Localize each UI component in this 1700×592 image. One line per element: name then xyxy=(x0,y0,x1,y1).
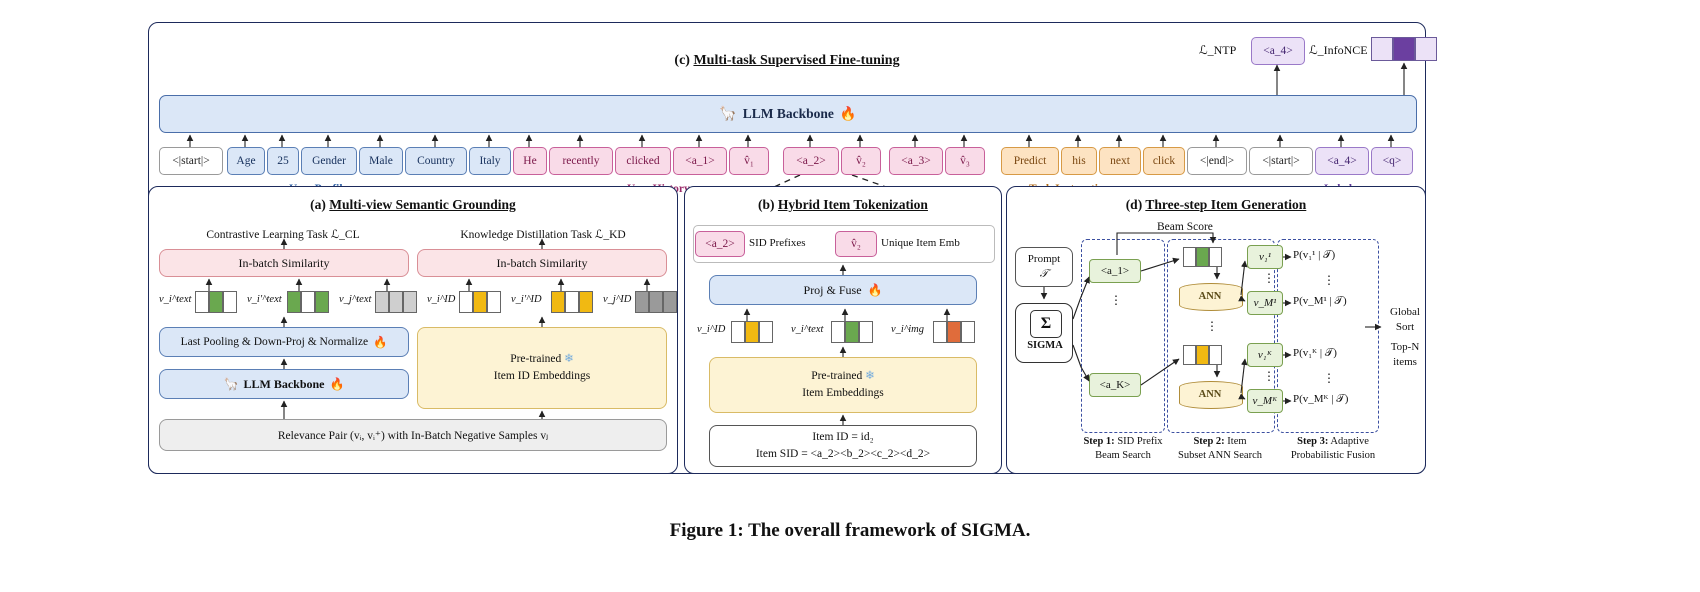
step2-vdots: ⋮ xyxy=(1206,319,1218,333)
prob-vdots-2: ⋮ xyxy=(1323,371,1335,385)
token-0: <|start|> xyxy=(159,147,223,175)
panel-c-title-prefix: (c) xyxy=(674,53,694,68)
token-8: recently xyxy=(549,147,613,175)
token-14: <a_3> xyxy=(889,147,943,175)
step1-bold: Step 1: xyxy=(1083,436,1115,447)
item-v1K: v₁ᴷ xyxy=(1247,343,1283,367)
ann-label-1: ANN xyxy=(1198,290,1222,302)
pretrained-b-l2: Item Embeddings xyxy=(802,387,884,399)
panel-a xyxy=(148,186,678,474)
token-20: <|end|> xyxy=(1187,147,1247,175)
prob-4: P(v_Mᴷ | 𝒯) xyxy=(1293,393,1349,405)
task-kd-label: Knowledge Distillation Task ℒ_KD xyxy=(460,229,626,241)
token-12: <a_2> xyxy=(783,147,839,175)
prob-3: P(v₁ᴷ | 𝒯) xyxy=(1293,347,1337,359)
token-2: 25 xyxy=(267,147,299,175)
pretrained-id-l2: Item ID Embeddings xyxy=(493,370,591,382)
vec-label-2: v_j^text xyxy=(339,294,372,305)
panel-a-title-text: Multi-view Semantic Grounding xyxy=(329,197,516,212)
pooling-label: Last Pooling & Down-Proj & Normalize xyxy=(180,336,369,348)
fire-icon: 🔥 xyxy=(373,337,388,349)
snowflake-icon: ❄ xyxy=(564,352,574,365)
label-token-a4: <a_4> xyxy=(1251,37,1305,65)
token-11: v̂₁ xyxy=(729,147,769,175)
token-7: He xyxy=(513,147,547,175)
global-l2: Sort xyxy=(1395,320,1415,333)
panel-b xyxy=(684,186,1002,474)
inbatch-similarity-right: In-batch Similarity xyxy=(417,249,667,277)
item-sid-line: Item SID = <a_2><b_2><c_2><d_2> xyxy=(755,448,931,460)
panel-a-title-prefix: (a) xyxy=(310,197,330,212)
step1-rest: SID Prefix xyxy=(1114,436,1163,447)
llm-backbone-a-label: LLM Backbone xyxy=(243,376,325,391)
step1-line2: Beam Search xyxy=(1095,450,1151,462)
token-22: <a_4> xyxy=(1315,147,1369,175)
prompt-l1: Prompt xyxy=(1027,252,1061,265)
token-sequence xyxy=(159,147,1415,173)
loss-infonce-label: ℒ_InfoNCE xyxy=(1309,43,1368,57)
prob-vdots-1: ⋮ xyxy=(1323,273,1335,287)
pretrained-id-l1: Pre-trained ❄ xyxy=(510,352,574,365)
global-l1: Global xyxy=(1390,306,1420,318)
loss-ntp-label: ℒ_NTP xyxy=(1199,43,1237,57)
token-15: v̂₃ xyxy=(945,147,985,175)
panel-c-title-text: Multi-task Supervised Fine-tuning xyxy=(693,53,900,68)
prompt-l2: 𝒯 xyxy=(1039,268,1049,280)
llm-icon: 🦙 xyxy=(719,106,737,122)
step3-bold: Step 3: xyxy=(1297,436,1329,447)
panel-d-title-prefix: (d) xyxy=(1125,197,1146,212)
relevance-pair-block: Relevance Pair (vᵢ, vᵢ⁺) with In-Batch Negative Samples vⱼ xyxy=(159,419,667,451)
panel-a-arrows xyxy=(149,187,677,473)
step2-bold: Step 2: xyxy=(1193,436,1225,447)
fire-icon: 🔥 xyxy=(867,282,883,297)
token-21: <|start|> xyxy=(1249,147,1313,175)
vec-label-4: v_i'^ID xyxy=(511,294,542,305)
sigma-label: SIGMA xyxy=(1027,340,1063,351)
item-id-line: Item ID = id₂ xyxy=(812,430,874,443)
vec-label-3: v_i^ID xyxy=(427,294,456,305)
token-13: v̂₂ xyxy=(841,147,881,175)
fire-icon: 🔥 xyxy=(329,376,345,391)
prob-2: P(v_M¹ | 𝒯) xyxy=(1293,295,1347,307)
panel-b-title-prefix: (b) xyxy=(758,197,778,212)
legend-sid-label: SID Prefixes xyxy=(749,237,806,249)
vec-label-1: v_i'^text xyxy=(247,294,282,305)
token-19: click xyxy=(1143,147,1185,175)
item-vM1: v_M¹ xyxy=(1247,291,1283,315)
vec-label-0: v_i^text xyxy=(159,294,192,305)
llm-backbone-c-label: LLM Backbone xyxy=(742,106,834,121)
vec-label-5: v_j^ID xyxy=(603,294,632,305)
pretrained-b-l1: Pre-trained ❄ xyxy=(811,369,875,382)
prob-1: P(v₁¹ | 𝒯) xyxy=(1293,249,1336,261)
sigma-glyph: Σ xyxy=(1030,310,1062,338)
token-5: Country xyxy=(405,147,467,175)
llm-icon: 🦙 xyxy=(223,376,239,391)
proj-fuse-label: Proj & Fuse xyxy=(803,282,862,297)
sid-token-a1: <a_1> xyxy=(1089,259,1141,283)
step2-line2: Subset ANN Search xyxy=(1178,450,1262,462)
step3-rest: Adaptive xyxy=(1328,436,1369,447)
legend-unique-token: v̂₂ xyxy=(835,231,877,257)
vec-b-label-0: v_i^ID xyxy=(697,324,726,335)
legend-unique-label: Unique Item Emb xyxy=(881,237,960,249)
vec-b-label-2: v_i^img xyxy=(891,324,925,335)
token-4: Male xyxy=(359,147,403,175)
inbatch-similarity-left: In-batch Similarity xyxy=(159,249,409,277)
step2-rest: Item xyxy=(1224,436,1247,447)
ann-label-2: ANN xyxy=(1198,388,1222,400)
items-vdots-1: ⋮ xyxy=(1263,271,1275,285)
vec-b-label-1: v_i^text xyxy=(791,324,824,335)
token-3: Gender xyxy=(301,147,357,175)
token-16: Predict xyxy=(1001,147,1059,175)
token-6: Italy xyxy=(469,147,511,175)
llm-backbone-c xyxy=(159,95,1417,133)
token-17: his xyxy=(1061,147,1097,175)
step1-vdots: ⋮ xyxy=(1110,293,1122,307)
token-18: next xyxy=(1099,147,1141,175)
panel-d-title-text: Three-step Item Generation xyxy=(1145,197,1307,212)
panel-d xyxy=(1006,186,1426,474)
items-vdots-2: ⋮ xyxy=(1263,369,1275,383)
item-vMK: v_Mᴷ xyxy=(1247,389,1283,413)
panel-b-title-text: Hybrid Item Tokenization xyxy=(777,197,928,212)
step3-line2: Probabilistic Fusion xyxy=(1290,450,1376,462)
global-l4: items xyxy=(1393,355,1417,368)
token-10: <a_1> xyxy=(673,147,727,175)
snowflake-icon: ❄ xyxy=(865,369,875,382)
figure-caption: Figure 1: The overall framework of SIGMA. xyxy=(669,520,1031,541)
beam-score-label: Beam Score xyxy=(1157,221,1213,233)
global-l3: Top-N xyxy=(1390,340,1420,353)
panel-b-arrows xyxy=(685,187,1001,473)
legend-sid-token: <a_2> xyxy=(695,231,745,257)
fire-icon: 🔥 xyxy=(839,106,857,121)
token-23: <q> xyxy=(1371,147,1413,175)
sid-token-ak: <a_K> xyxy=(1089,373,1141,397)
task-cl-label: Contrastive Learning Task ℒ_CL xyxy=(206,229,360,241)
item-v11: v₁¹ xyxy=(1247,245,1283,269)
panel-d-arrows xyxy=(1007,187,1425,473)
token-9: clicked xyxy=(615,147,671,175)
token-1: Age xyxy=(227,147,265,175)
